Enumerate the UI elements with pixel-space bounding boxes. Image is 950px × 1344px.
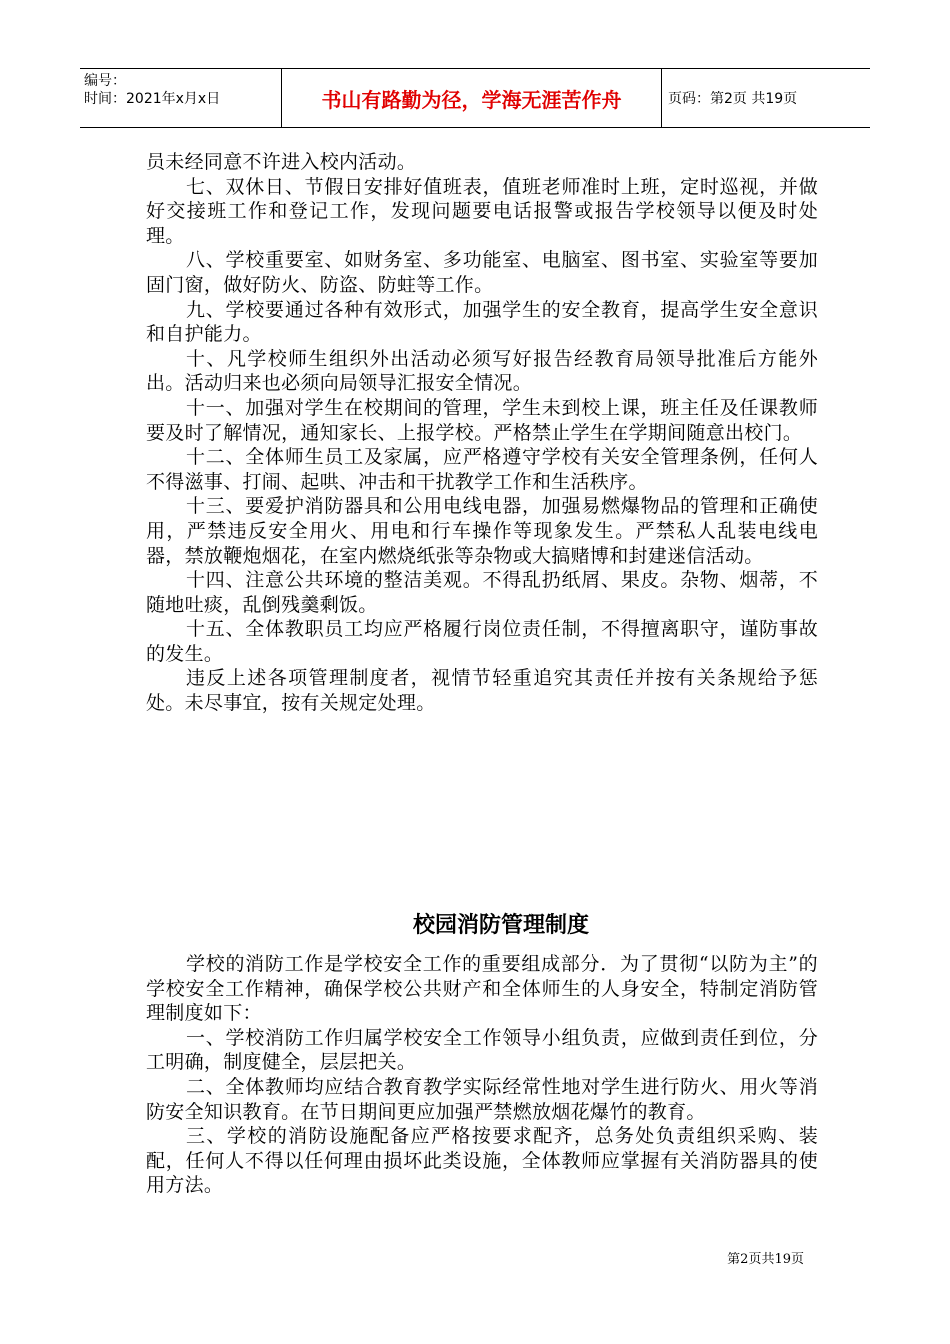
header-meta (80, 69, 282, 127)
paragraph: 员未经同意不许进入校内活动。 (146, 151, 417, 173)
page-footer: 第2页共19页 (727, 1252, 804, 1267)
paragraph: 三、学校的消防设施配备应严格按要求配齐，总务处负责组织采购、装配，任何人不得以任何理由损坏此类设施，全体教师应掌握有关消防器具的使用方法。 (146, 1125, 818, 1197)
paragraph: 十二、全体师生员工及家属，应严格遵守学校有关安全管理条例，任何人不得滋事、打闹、起哄、冲击和干扰教学工作和生活秩序。 (146, 446, 818, 493)
header-motto: 书山有路勤为径，学海无涯苦作舟 (282, 69, 662, 127)
paragraph: 二、全体教师均应结合教育教学实际经常性地对学生进行防火、用火等消防安全知识教育。在节日期间更应加强严禁燃放烟花爆竹的教育。 (146, 1075, 818, 1123)
paragraph: 十一、加强对学生在校期间的管理，学生未到校上课，班主任及任课教师要及时了解情况，通知家长、上报学校。严格禁止学生在学期间随意出校门。 (146, 396, 818, 444)
paragraph: 违反上述各项管理制度者，视情节轻重追究其责任并按有关条规给予惩处。未尽事宜，按有关规定处理。 (146, 667, 818, 715)
paragraph: 学校的消防工作是学校安全工作的重要组成部分．为了贯彻“以防为主”的学校安全工作精神，确保学校公共财产和全体师生的人身安全，特制定消防管理制度如下： (146, 953, 818, 1025)
header-page-info: 页码：第2页 共19页 (668, 91, 798, 107)
body-text-section-1 (146, 150, 818, 716)
page-header (80, 68, 870, 128)
paragraph: 九、学校要通过各种有效形式，加强学生的安全教育，提高学生安全意识和自护能力。 (146, 298, 818, 346)
document-date: 时间：2021年x月x日 (84, 91, 221, 107)
body-text-section-2 (146, 952, 818, 1198)
paragraph: 十四、注意公共环境的整洁美观。不得乱扔纸屑、果皮。杂物、烟蒂，不随地吐痰，乱倒残羹剩饭。 (146, 569, 818, 616)
paragraph: 十、凡学校师生组织外出活动必须写好报告经教育局领导批准后方能外出。活动归来也必须向局领导汇报安全情况。 (146, 347, 818, 395)
paragraph: 一、学校消防工作归属学校安全工作领导小组负责，应做到责任到位，分工明确，制度健全，层层把关。 (146, 1026, 818, 1074)
document-number-label: 编号： (84, 73, 126, 89)
paragraph: 十五、全体教职员工均应严格履行岗位责任制，不得擅离职守，谨防事故的发生。 (146, 618, 818, 665)
paragraph: 十三、要爱护消防器具和公用电线电器，加强易燃爆物品的管理和正确使用，严禁违反安全用火、用电和行车操作等现象发生。严禁私人乱装电线电器，禁放鞭炮烟花，在室内燃烧纸张等杂物或大搞赌博和封建迷信活动。 (146, 495, 818, 567)
section-title: 校园消防管理制度 (412, 913, 589, 938)
paragraph: 八、学校重要室、如财务室、多功能室、电脑室、图书室、实验室等要加固门窗，做好防火、防盗、防蛀等工作。 (146, 249, 818, 296)
paragraph: 七、双休日、节假日安排好值班表，值班老师准时上班，定时巡视，并做好交接班工作和登记工作，发现问题要电话报警或报告学校领导以便及时处理。 (146, 175, 818, 247)
